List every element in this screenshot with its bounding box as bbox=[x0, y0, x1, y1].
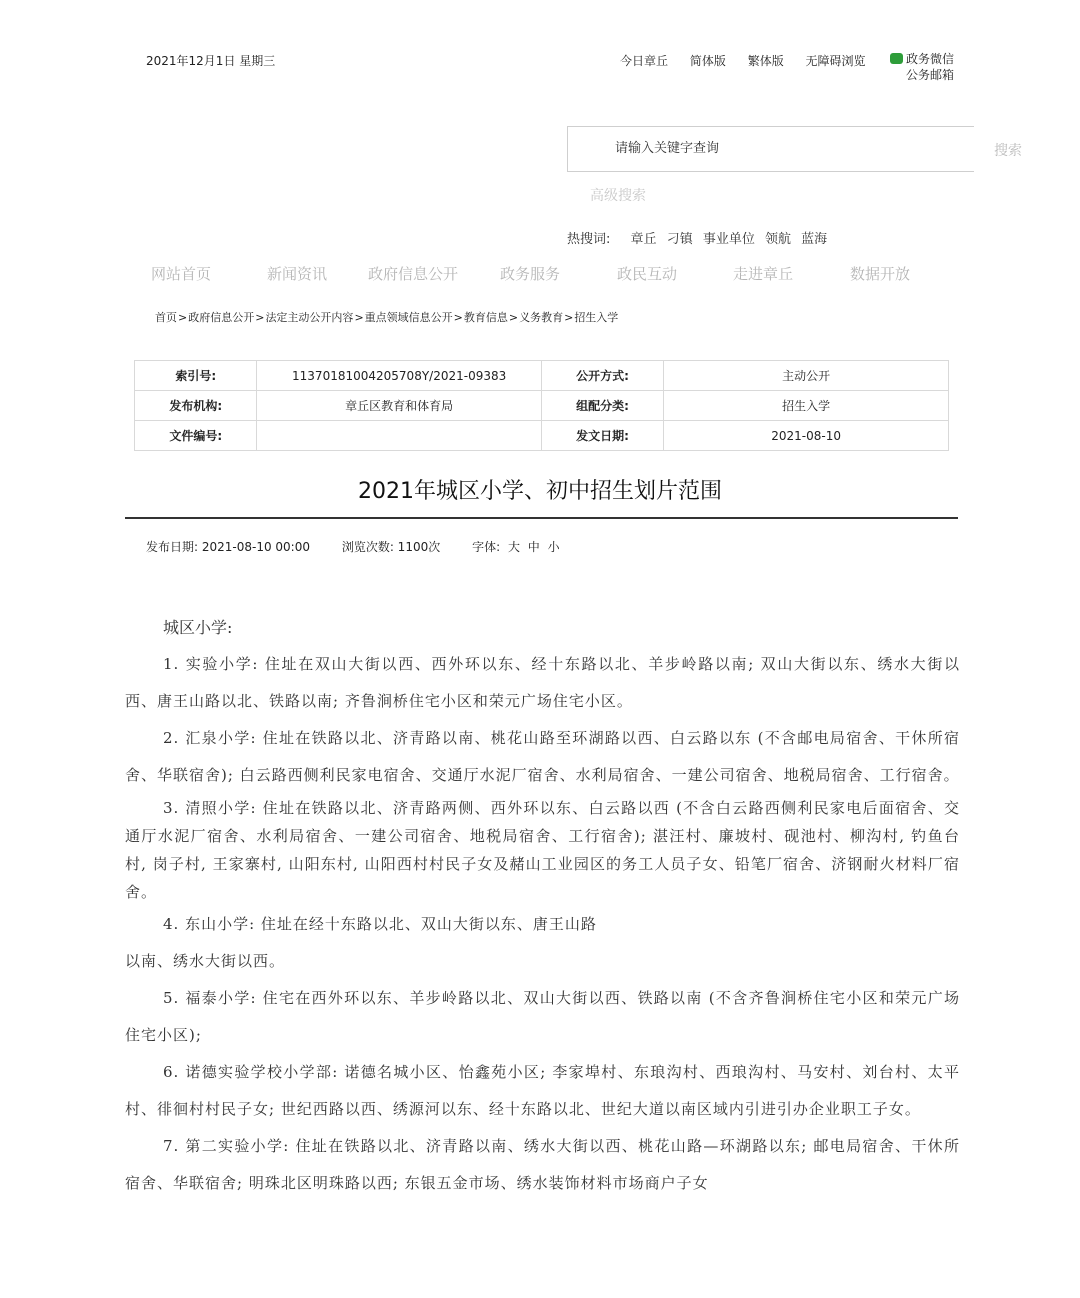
meta-label: 公开方式: bbox=[541, 361, 663, 391]
paragraph: 4. 东山小学: 住址在经十东路以北、双山大街以东、唐王山路 bbox=[163, 915, 597, 933]
meta-label: 索引号: bbox=[135, 361, 257, 391]
breadcrumb-separator: > bbox=[453, 311, 463, 324]
link-today-zhangqiu[interactable]: 今日章丘 bbox=[620, 54, 669, 68]
meta-value: 招生入学 bbox=[664, 391, 949, 421]
wechat-label: 政务微信 bbox=[906, 52, 955, 66]
meta-label: 文件编号: bbox=[135, 421, 257, 451]
document-meta-table bbox=[134, 360, 949, 451]
advanced-search-link[interactable]: 高级搜索 bbox=[590, 188, 646, 204]
font-size-small[interactable]: 小 bbox=[547, 540, 560, 554]
nav-item-interaction[interactable]: 政民互动 bbox=[617, 265, 678, 283]
table-row bbox=[135, 421, 949, 451]
breadcrumb-separator: > bbox=[255, 311, 265, 324]
font-size-label: 字体: bbox=[472, 540, 501, 554]
meta-value: 11370181004205708Y/2021-09383 bbox=[257, 361, 541, 391]
paragraph: 5. 福泰小学: 住宅在西外环以东、羊步岭路以北、双山大街以西、铁路以南 (不含齐鲁涧桥住宅小区和荣元广场住宅小区); bbox=[125, 989, 960, 1044]
nav-item-gov-info[interactable]: 政府信息公开 bbox=[368, 265, 459, 283]
breadcrumb bbox=[155, 309, 618, 325]
font-size-switcher bbox=[472, 540, 564, 554]
breadcrumb-item[interactable]: 招生入学 bbox=[574, 311, 619, 324]
hot-search bbox=[567, 228, 827, 247]
link-simplified[interactable]: 简体版 bbox=[689, 54, 726, 68]
breadcrumb-item[interactable]: 义务教育 bbox=[519, 311, 564, 324]
breadcrumb-item[interactable]: 法定主动公开内容 bbox=[265, 311, 354, 324]
publish-date: 发布日期: 2021-08-10 00:00 bbox=[146, 540, 310, 554]
link-mailbox[interactable]: 公务邮箱 bbox=[906, 68, 955, 82]
meta-label: 组配分类: bbox=[541, 391, 663, 421]
section-heading: 城区小学: bbox=[163, 618, 233, 637]
meta-value: 2021-08-10 bbox=[664, 421, 949, 451]
header-links bbox=[620, 52, 884, 69]
breadcrumb-item[interactable]: 政府信息公开 bbox=[188, 311, 255, 324]
breadcrumb-item[interactable]: 重点领域信息公开 bbox=[364, 311, 453, 324]
font-size-medium[interactable]: 中 bbox=[527, 540, 540, 554]
table-row bbox=[135, 391, 949, 421]
wechat-icon bbox=[890, 53, 903, 64]
article-title: 2021年城区小学、初中招生划片范围 bbox=[358, 479, 722, 504]
paragraph: 1. 实验小学: 住址在双山大街以西、西外环以东、经十东路以北、羊步岭路以南; 双山大街以东、绣水大街以西、唐王山路以北、铁路以南; 齐鲁涧桥住宅小区和荣元广场住宅小区。 bbox=[125, 655, 960, 710]
hot-word[interactable]: 事业单位 bbox=[702, 232, 755, 247]
nav-item-home[interactable]: 网站首页 bbox=[151, 265, 212, 283]
link-traditional[interactable]: 繁体版 bbox=[747, 54, 784, 68]
breadcrumb-separator: > bbox=[564, 311, 574, 324]
paragraph: 3. 清照小学: 住址在铁路以北、济青路两侧、西外环以东、白云路以西 (不含白云路西侧利民家电后面宿舍、交通厅水泥厂宿舍、水利局宿舍、一建公司宿舍、地税局宿舍、工行宿舍); 湛汪村、廉坡村、砚池村、柳沟村, 钓鱼台村, 岗子村, 王家寨村, 山阳东村, 山阳西村村民子女及赭山工业园区的务工人员子女、铅笔厂宿舍、济钢耐火材料厂宿舍。 bbox=[125, 799, 960, 901]
title-divider bbox=[125, 517, 958, 519]
font-size-large[interactable]: 大 bbox=[507, 540, 520, 554]
wechat-mail-links bbox=[890, 51, 954, 83]
search-input[interactable] bbox=[613, 140, 937, 157]
link-accessibility[interactable]: 无障碍浏览 bbox=[805, 54, 866, 68]
paragraph: 6. 诺德实验学校小学部: 诺德名城小区、怡鑫苑小区; 李家埠村、东琅沟村、西琅沟村、马安村、刘台村、太平村、徘徊村村民子女; 世纪西路以西、绣源河以东、经十东路以北、世纪大道以南区域内引进引办企业职工子女。 bbox=[125, 1063, 960, 1118]
nav-item-news[interactable]: 新闻资讯 bbox=[267, 265, 328, 283]
meta-value bbox=[257, 421, 541, 451]
hot-word[interactable]: 领航 bbox=[765, 232, 792, 247]
publish-info bbox=[146, 538, 592, 555]
nav-item-services[interactable]: 政务服务 bbox=[500, 265, 561, 283]
nav-item-about[interactable]: 走进章丘 bbox=[733, 265, 794, 283]
meta-value: 章丘区教育和体育局 bbox=[257, 391, 541, 421]
paragraph: 以南、绣水大街以西。 bbox=[125, 952, 286, 970]
view-count: 浏览次数: 1100次 bbox=[341, 540, 441, 554]
breadcrumb-item[interactable]: 首页 bbox=[155, 311, 177, 324]
breadcrumb-separator: > bbox=[508, 311, 519, 324]
meta-label: 发布机构: bbox=[135, 391, 257, 421]
hot-word[interactable]: 蓝海 bbox=[801, 232, 828, 247]
meta-value: 主动公开 bbox=[664, 361, 949, 391]
article-body bbox=[125, 610, 960, 1202]
hot-search-label: 热搜词: bbox=[567, 232, 611, 247]
hot-word[interactable]: 章丘 bbox=[630, 232, 657, 247]
link-wechat[interactable] bbox=[890, 51, 954, 67]
nav-item-open-data[interactable]: 数据开放 bbox=[850, 265, 911, 283]
paragraph: 7. 第二实验小学: 住址在铁路以北、济青路以南、绣水大街以西、桃花山路—环湖路以东; 邮电局宿舍、干休所宿舍、华联宿舍; 明珠北区明珠路以西; 东银五金市场、绣水装饰材料市场商户子女 bbox=[125, 1137, 960, 1192]
breadcrumb-separator: > bbox=[178, 311, 188, 324]
header-date: 2021年12月1日 星期三 bbox=[146, 54, 276, 68]
table-row bbox=[135, 361, 949, 391]
search-button[interactable]: 搜索 bbox=[994, 143, 1022, 159]
breadcrumb-item[interactable]: 教育信息 bbox=[463, 311, 508, 324]
search-box bbox=[567, 126, 974, 172]
hot-word[interactable]: 刁镇 bbox=[666, 232, 693, 247]
breadcrumb-separator: > bbox=[354, 311, 364, 324]
meta-label: 发文日期: bbox=[541, 421, 663, 451]
paragraph: 2. 汇泉小学: 住址在铁路以北、济青路以南、桃花山路至环湖路以西、白云路以东 (不含邮电局宿舍、干休所宿舍、华联宿舍); 白云路西侧利民家电宿舍、交通厅水泥厂宿舍、水利局宿舍、一建公司宿舍、地税局宿舍、工行宿舍。 bbox=[125, 729, 960, 784]
